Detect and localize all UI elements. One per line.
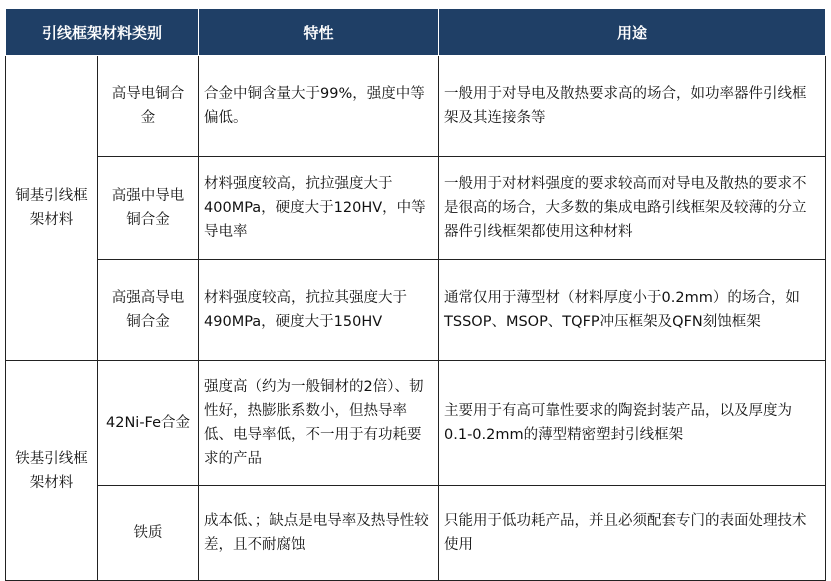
uses-cell: 主要用于有高可靠性要求的陶瓷封装产品，以及厚度为0.1-0.2mm的薄型精密塑封引线框架 <box>439 361 826 486</box>
header-uses: 用途 <box>439 9 826 56</box>
table-row <box>6 260 826 361</box>
properties-cell: 合金中铜含量大于99%，强度中等偏低。 <box>199 56 439 157</box>
group-name-copper: 铜基引线框架材料 <box>6 56 98 361</box>
uses-cell: 通常仅用于薄型材（材料厚度小于0.2mm）的场合，如TSSOP、MSOP、TQFP冲压框架及QFN刻蚀框架 <box>439 260 826 361</box>
group-name-iron: 铁基引线框架材料 <box>6 361 98 581</box>
table-header-row <box>6 9 826 56</box>
subcategory-cell: 铁质 <box>98 486 199 581</box>
properties-cell: 材料强度较高，抗拉其强度大于490MPa，硬度大于150HV <box>199 260 439 361</box>
properties-cell: 材料强度较高，抗拉强度大于400MPa，硬度大于120HV，中等导电率 <box>199 157 439 260</box>
uses-cell: 一般用于对材料强度的要求较高而对导电及散热的要求不是很高的场合，大多数的集成电路引线框架及较薄的分立器件引线框架都使用这种材料 <box>439 157 826 260</box>
subcategory-cell: 高导电铜合金 <box>98 56 199 157</box>
table-row <box>6 56 826 157</box>
subcategory-cell: 高强中导电铜合金 <box>98 157 199 260</box>
properties-cell: 强度高（约为一般铜材的2倍）、韧性好，热膨胀系数小，但热导率低、电导率低，不一用于有功耗要求的产品 <box>199 361 439 486</box>
subcategory-cell: 高强高导电铜合金 <box>98 260 199 361</box>
table-row <box>6 157 826 260</box>
uses-cell: 只能用于低功耗产品，并且必须配套专门的表面处理技术使用 <box>439 486 826 581</box>
properties-cell: 成本低、；缺点是电导率及热导性较差，且不耐腐蚀 <box>199 486 439 581</box>
header-properties: 特性 <box>199 9 439 56</box>
subcategory-cell: 42Ni-Fe合金 <box>98 361 199 486</box>
table-row <box>6 486 826 581</box>
header-category: 引线框架材料类别 <box>6 9 199 56</box>
uses-cell: 一般用于对导电及散热要求高的场合，如功率器件引线框架及其连接条等 <box>439 56 826 157</box>
lead-frame-materials-table <box>5 8 826 581</box>
table-wrapper <box>5 8 826 581</box>
table-row <box>6 361 826 486</box>
